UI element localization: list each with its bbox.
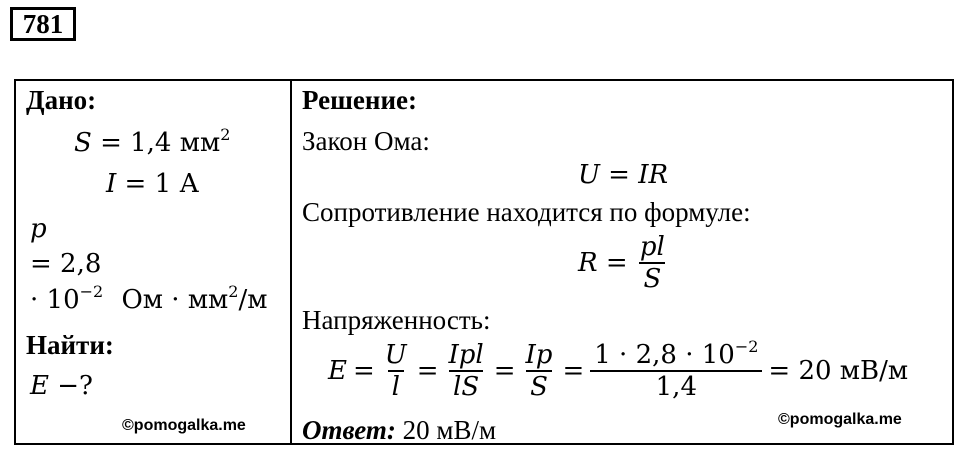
- resistivity-exp: −2: [79, 282, 104, 301]
- given-header: Дано:: [26, 85, 97, 115]
- problem-number: 781: [10, 7, 76, 41]
- find-question: −?: [57, 371, 93, 401]
- fraction-Ipl-lS: [445, 340, 488, 402]
- eq-4: =: [562, 356, 585, 386]
- ohm-law-formula: [578, 159, 668, 191]
- resistivity-mult: · 10: [30, 285, 80, 315]
- watermark-right: ©pomogalka.me: [778, 411, 902, 428]
- fraction-Ip-S: [522, 340, 557, 402]
- f4-numerator-exp: −2: [734, 337, 759, 356]
- resistivity-symbol: p: [30, 214, 47, 244]
- current-symbol: I: [106, 169, 117, 199]
- fraction-numeric: [590, 337, 762, 402]
- ohm-equals: =: [599, 160, 639, 190]
- area-value: = 1,4 мм: [100, 128, 221, 158]
- res-R: R: [578, 248, 598, 278]
- resistance-label: Сопротивление находится по формуле:: [302, 197, 751, 227]
- fraction-U-l: [381, 340, 411, 402]
- e-result: = 20 мВ/м: [768, 356, 909, 386]
- resistance-formula: [578, 232, 669, 294]
- e-symbol: E: [328, 356, 347, 386]
- eq-1: =: [352, 356, 375, 386]
- answer-label: Ответ:: [302, 415, 396, 445]
- f2-numerator: Ipl: [448, 340, 484, 370]
- column-divider: [290, 79, 292, 445]
- f1-denominator: l: [388, 370, 404, 402]
- res-equals: =: [597, 248, 636, 278]
- res-denominator: S: [639, 262, 665, 294]
- find-E-symbol: E: [30, 371, 49, 401]
- resistivity-unit-exp: 2: [228, 282, 239, 301]
- given-current: [106, 168, 199, 200]
- f1-numerator: U: [384, 340, 407, 370]
- eq-3: =: [493, 356, 516, 386]
- resistivity-value: = 2,8: [30, 249, 102, 279]
- f4-denominator: 1,4: [590, 370, 762, 402]
- given-area: [74, 127, 230, 159]
- ohm-U: U: [578, 160, 600, 190]
- f2-denominator: lS: [449, 370, 483, 402]
- f3-denominator: S: [526, 370, 552, 402]
- eq-2: =: [416, 356, 439, 386]
- intensity-formula: [328, 337, 909, 402]
- find-header: Найти:: [26, 330, 114, 360]
- ohm-IR: IR: [638, 160, 669, 190]
- intensity-label: Напряженность:: [302, 305, 491, 335]
- solution-header: Решение:: [302, 85, 417, 115]
- area-symbol: S: [74, 128, 92, 158]
- resistivity-unit: [30, 284, 267, 316]
- res-numerator: pl: [639, 232, 665, 262]
- res-fraction: [636, 232, 669, 294]
- f4-numerator-text: 1 · 2,8 · 10: [594, 340, 735, 370]
- area-exponent: 2: [220, 125, 231, 144]
- watermark-left: ©pomogalka.me: [122, 417, 246, 434]
- find-target: [30, 370, 93, 402]
- answer-value: 20 мВ/м: [395, 415, 497, 445]
- current-value: = 1 А: [124, 169, 200, 199]
- answer-line: [302, 414, 496, 446]
- ohm-law-label: Закон Ома:: [302, 126, 430, 156]
- resistivity-unit-text: Ом · мм: [121, 285, 229, 315]
- resistivity-unit-tail: /м: [238, 285, 268, 315]
- f3-numerator: Ip: [525, 340, 553, 370]
- f4-numerator: [590, 337, 762, 370]
